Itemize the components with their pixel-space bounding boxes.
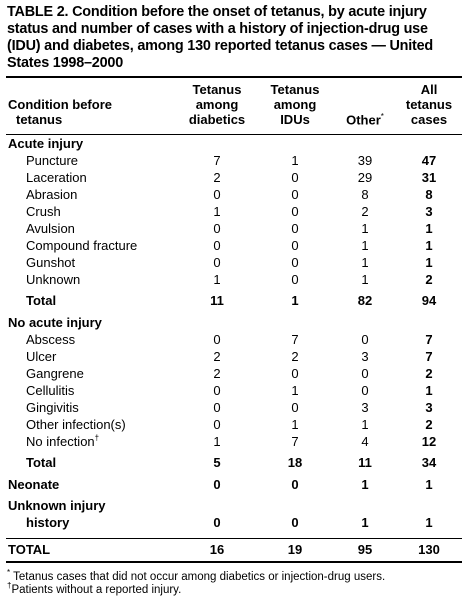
cell-all: 34: [421, 455, 437, 470]
table-row: [6, 169, 462, 186]
footnote-mark: †: [94, 433, 100, 443]
cell-other: 0: [361, 383, 369, 398]
row-label: Cellulitis: [26, 383, 75, 398]
cell-diabetics: 0: [213, 400, 221, 415]
table-row: [6, 348, 462, 365]
row-label: Neonate: [8, 477, 60, 492]
header-other-mark: *: [380, 111, 384, 121]
cell-idus: 0: [291, 366, 299, 381]
cell-idus: 18: [287, 455, 303, 470]
cell-idus: 7: [291, 434, 299, 449]
row-label: Ulcer: [26, 349, 57, 364]
cell-idus: 1: [291, 153, 299, 168]
header-idus: [256, 82, 334, 131]
header-all-line1: All: [420, 82, 438, 97]
cell-all: 1: [425, 383, 433, 398]
footnote-text: Patients without a reported injury.: [11, 583, 182, 596]
cell-diabetics: 0: [213, 477, 221, 492]
cell-idus: 2: [291, 349, 299, 364]
cell-diabetics: 0: [213, 187, 221, 202]
total-row-acute: [6, 288, 462, 310]
unknown-history-row: [6, 514, 462, 531]
cell-idus: 7: [291, 332, 299, 347]
cell-idus: 0: [291, 272, 299, 287]
header-idus-line3: IDUs: [280, 112, 310, 127]
footnote-mark: *: [7, 568, 11, 577]
cell-idus: 0: [291, 477, 299, 492]
grand-total-table: [6, 540, 462, 560]
cell-idus: 0: [291, 221, 299, 236]
cell-diabetics: 1: [213, 204, 221, 219]
cell-all: 1: [425, 221, 433, 236]
row-label: Abscess: [26, 332, 76, 347]
cell-other: 82: [357, 293, 373, 308]
cell-all: 94: [421, 293, 437, 308]
cell-all: 1: [425, 477, 433, 492]
header-diabetics-line1: Tetanus: [192, 82, 242, 97]
grand-total-row: [6, 540, 462, 560]
cell-diabetics: 2: [213, 349, 221, 364]
row-label: Avulsion: [26, 221, 75, 236]
cell-all: 3: [425, 204, 433, 219]
header-all-line2: tetanus: [405, 97, 453, 112]
row-label-text: No infection: [26, 434, 95, 449]
cell-diabetics: 0: [213, 255, 221, 270]
table-title: [7, 4, 462, 72]
cell-idus: 0: [291, 170, 299, 185]
header-idus-line1: Tetanus: [270, 82, 320, 97]
header-row: [6, 82, 462, 131]
header-diabetics: [178, 82, 256, 131]
cell-other: 1: [361, 417, 369, 432]
cell-idus: 1: [291, 417, 299, 432]
tetanus-table: [6, 82, 462, 531]
table-row: [6, 203, 462, 220]
row-label: history: [26, 515, 70, 530]
cell-idus: 1: [291, 293, 299, 308]
table-row: [6, 271, 462, 288]
cell-all: 2: [425, 417, 433, 432]
cell-diabetics: 16: [209, 542, 225, 557]
cell-other: 0: [361, 332, 369, 347]
cell-diabetics: 0: [213, 332, 221, 347]
row-label: Total: [26, 455, 57, 470]
bottom-rule: [6, 561, 462, 563]
cell-all: 8: [425, 187, 433, 202]
table-row: [6, 382, 462, 399]
cell-diabetics: 0: [213, 221, 221, 236]
group-label: Acute injury: [8, 136, 84, 151]
cell-idus: 0: [291, 238, 299, 253]
cell-other: 3: [361, 349, 369, 364]
row-label: Total: [26, 293, 57, 308]
cell-other: 29: [357, 170, 373, 185]
footnote-text: Tetanus cases that did not occur among diabetics or injection-drug users.: [13, 570, 386, 583]
cell-all: 1: [425, 515, 433, 530]
cell-idus: 0: [291, 187, 299, 202]
footnote-mark: †: [7, 581, 12, 590]
row-label: [6, 433, 178, 450]
table-row: [6, 186, 462, 203]
cell-other: 1: [361, 272, 369, 287]
header-all-line3: cases: [410, 112, 448, 127]
table-row: [6, 220, 462, 237]
header-condition-line2: tetanus: [16, 112, 63, 127]
cell-other: 1: [361, 221, 369, 236]
row-label: Laceration: [26, 170, 87, 185]
row-label: Unknown injury: [8, 498, 106, 513]
row-label: Other infection(s): [26, 417, 126, 432]
cell-diabetics: 11: [210, 293, 224, 308]
header-diabetics-line3: diabetics: [188, 112, 246, 127]
cell-other: 4: [361, 434, 369, 449]
cell-all: 12: [421, 434, 437, 449]
neonate-row: [6, 472, 462, 493]
cell-all: 31: [421, 170, 437, 185]
row-label: Puncture: [26, 153, 79, 168]
cell-all: 130: [418, 542, 440, 557]
group-row-nonacute: [6, 310, 462, 331]
cell-idus: 0: [291, 400, 299, 415]
cell-idus: 1: [291, 383, 299, 398]
group-label: No acute injury: [8, 315, 102, 330]
cell-other: 1: [361, 477, 369, 492]
row-label: Gunshot: [26, 255, 76, 270]
cell-idus: 0: [291, 515, 299, 530]
cell-diabetics: 2: [213, 366, 221, 381]
cell-diabetics: 2: [213, 170, 221, 185]
table-row: [6, 237, 462, 254]
cell-all: 2: [425, 366, 433, 381]
table-row: [6, 433, 462, 450]
header-rule: [6, 134, 462, 135]
cell-other: 3: [361, 400, 369, 415]
cell-all: 2: [425, 272, 433, 287]
cell-other: 11: [358, 455, 372, 470]
cell-all: 3: [425, 400, 433, 415]
table-number: TABLE 2.: [7, 4, 69, 20]
unknown-history-label-row: [6, 493, 462, 514]
cell-diabetics: 0: [213, 238, 221, 253]
cell-other: 1: [361, 238, 369, 253]
row-label: Crush: [26, 204, 61, 219]
header-idus-line2: among: [273, 97, 317, 112]
header-other-text: Other: [346, 112, 381, 127]
cell-all: 47: [421, 153, 437, 168]
header-other: [334, 82, 396, 131]
cell-other: 0: [361, 366, 369, 381]
cell-diabetics: 1: [213, 272, 221, 287]
cell-diabetics: 0: [213, 515, 221, 530]
table-row: [6, 152, 462, 169]
row-label: Abrasion: [26, 187, 78, 202]
header-diabetics-line2: among: [195, 97, 239, 112]
row-label: Compound fracture: [26, 238, 138, 253]
table-row: [6, 331, 462, 348]
cell-other: 39: [357, 153, 373, 168]
header-all: [396, 82, 462, 131]
cell-all: 7: [425, 332, 433, 347]
row-label: Unknown: [26, 272, 81, 287]
top-rule: [6, 76, 462, 78]
cell-other: 2: [361, 204, 369, 219]
cell-other: 95: [357, 542, 373, 557]
cell-all: 7: [425, 349, 433, 364]
cell-other: 1: [361, 515, 369, 530]
table-row: [6, 399, 462, 416]
cell-other: 1: [361, 255, 369, 270]
cell-all: 1: [425, 255, 433, 270]
footnote-2: [7, 579, 462, 597]
cell-diabetics: 0: [213, 417, 221, 432]
table-row: [6, 416, 462, 433]
cell-other: 8: [361, 187, 369, 202]
row-label: Gangrene: [26, 366, 84, 381]
header-condition: [6, 82, 178, 131]
cell-idus: 19: [287, 542, 303, 557]
cell-diabetics: 7: [213, 153, 221, 168]
table-row: [6, 254, 462, 271]
cell-all: 1: [425, 238, 433, 253]
total-top-rule: [6, 538, 462, 539]
header-condition-line1: Condition before: [8, 97, 112, 112]
row-label: TOTAL: [8, 542, 51, 557]
cell-diabetics: 1: [213, 434, 221, 449]
cell-idus: 0: [291, 255, 299, 270]
total-row-nonacute: [6, 450, 462, 472]
cell-diabetics: 5: [213, 455, 221, 470]
table-caption: Condition before the onset of tetanus, by acute injury status and number of cases with a history of injection-drug use (IDU) and diabetes, among 130 reported tetanus cases — United States 1998–2000: [7, 4, 434, 71]
cell-idus: 0: [291, 204, 299, 219]
table-row: [6, 365, 462, 382]
cell-diabetics: 0: [213, 383, 221, 398]
row-label: Gingivitis: [26, 400, 79, 415]
